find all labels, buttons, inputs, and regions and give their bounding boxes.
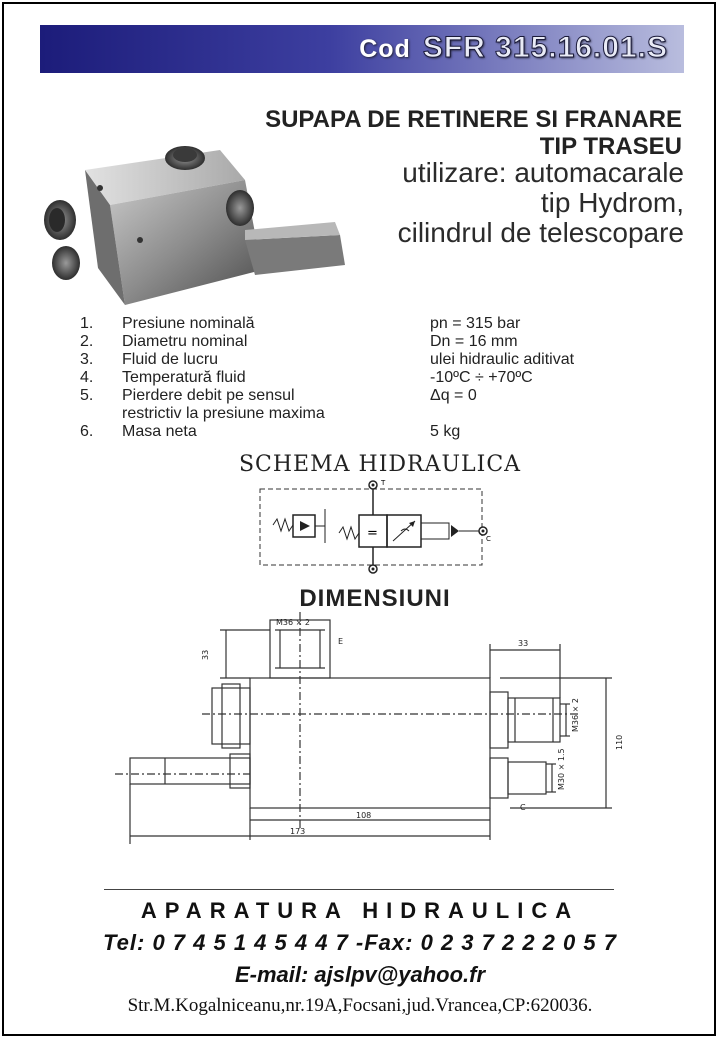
dim-33-right: 33 [518, 639, 529, 648]
thread-right-1: M36 × 2 [571, 698, 580, 732]
spec-label: Masa neta [122, 423, 197, 440]
port-c-label: C [486, 535, 491, 543]
spec-label: Fluid de lucru [122, 351, 219, 368]
spec-label: Presiune nominală [122, 315, 255, 332]
title-line-2: TIP TRASEU [539, 133, 682, 160]
thread-top-label: M36 × 2 [276, 618, 310, 627]
spec-value: Dn = 16 mm [430, 333, 518, 350]
spec-number: 4. [80, 369, 94, 386]
usage-line-3: cilindrul de telescopare [397, 217, 684, 248]
schema-title: SCHEMA HIDRAULICA [238, 452, 522, 477]
spec-label: Temperatură fluid [122, 369, 246, 386]
dim-33-top: 33 [201, 649, 210, 660]
spec-number: 5. [80, 387, 94, 404]
port-e-label: E [338, 637, 344, 646]
header-banner [40, 25, 684, 73]
footer-divider [104, 889, 614, 890]
spec-label-continued: restrictiv la presiune maxima [122, 405, 325, 422]
dim-110: 110 [615, 734, 624, 750]
thread-right-2: M30 × 1.5 [557, 748, 566, 790]
spec-label: Diametru nominal [122, 333, 248, 350]
spec-number: 6. [80, 423, 94, 440]
dimension-drawing [110, 608, 630, 848]
usage-line-2: tip Hydrom, [540, 187, 684, 218]
title-line-1: SUPAPA DE RETINERE SI FRANARE [265, 106, 682, 133]
address-line: Str.M.Kogalniceanu,nr.19A,Focsani,jud.Vrancea,CP:620036. [127, 995, 593, 1016]
code-value: SFR 315.16.01.S [422, 31, 668, 64]
phone-fax: Tel: 0 7 4 5 1 4 5 4 4 7 -Fax: 0 2 3 7 2 2 2 0 5 7 [103, 930, 617, 955]
dim-108: 108 [356, 811, 372, 820]
spec-number: 3. [80, 351, 94, 368]
check-valve-symbol: = [367, 526, 378, 541]
spec-value: -10ºC ÷ +70ºC [430, 369, 533, 386]
code-label: Cod [359, 35, 411, 63]
spring-icon [273, 519, 293, 531]
product-code [359, 31, 668, 65]
company-name: APARATURA HIDRAULICA [140, 898, 580, 923]
product-usage [398, 158, 684, 248]
email-line: E-mail: ajslpv@yahoo.fr [234, 962, 486, 987]
spec-value: pn = 315 bar [430, 315, 521, 332]
valve-photo [30, 140, 370, 315]
spec-label: Pierdere debit pe sensul [122, 387, 295, 404]
port-t-label: T [381, 479, 386, 487]
hydraulic-schematic [255, 477, 495, 577]
spec-value: ulei hidraulic aditivat [430, 351, 575, 368]
usage-line-1: utilizare: automacarale [402, 157, 684, 188]
port-c-drawing-label: C [520, 803, 526, 812]
dimensions-title: DIMENSIUNI [299, 585, 451, 612]
spec-value: Δq = 0 [430, 387, 477, 404]
spec-number: 2. [80, 333, 94, 350]
dim-173: 173 [290, 827, 306, 836]
spec-value: 5 kg [430, 423, 461, 440]
spec-number: 1. [80, 315, 94, 332]
